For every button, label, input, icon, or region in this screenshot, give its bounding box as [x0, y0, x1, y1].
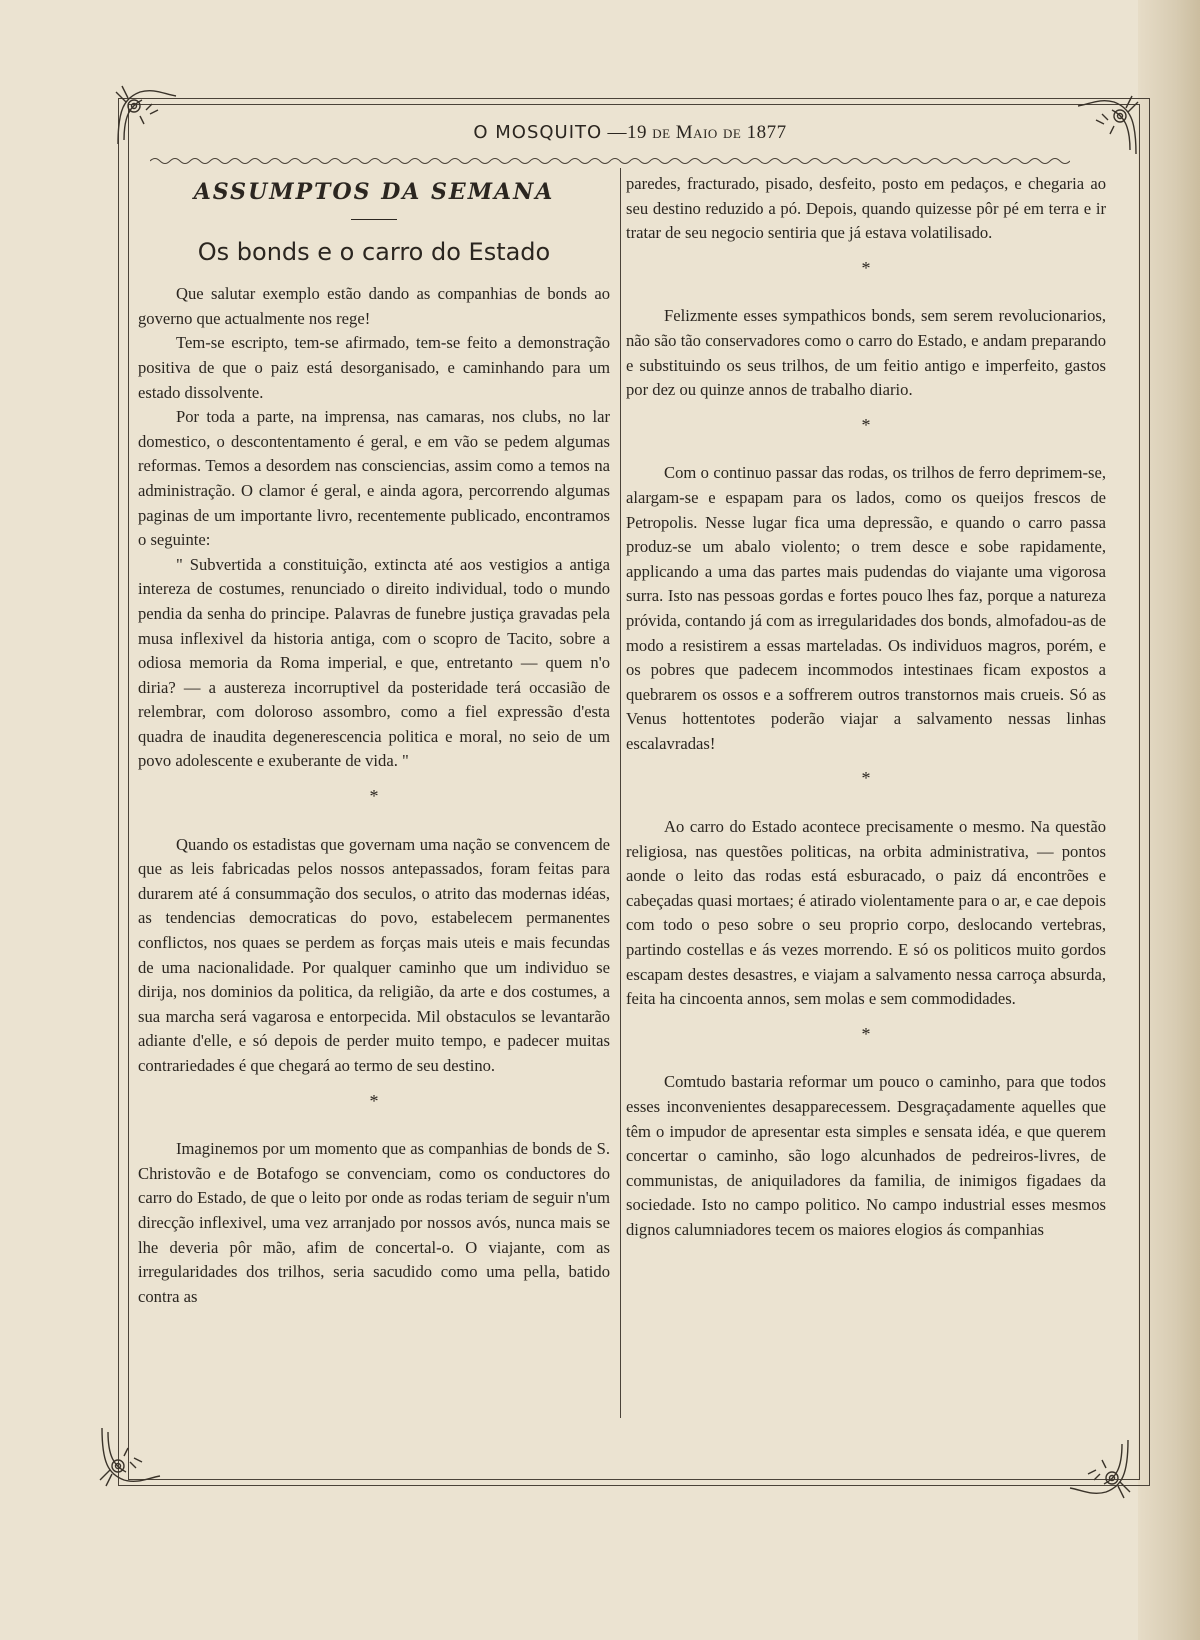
separator-asterisk: * [369, 1090, 379, 1111]
paragraph: Por toda a parte, na imprensa, nas camaras, nos clubs, no lar domestico, o descontentamento é geral, e em vão se pedem algumas reformas. Temos a desordem nas consciencias, assim como a temos na administração. O clamor é geral, e ainda agora, percorrendo algumas paginas de um importante livro, recentemente publicado, encontramos o seguinte: [138, 407, 610, 550]
separator-asterisk: * [861, 414, 871, 435]
paragraph: Felizmente esses sympathicos bonds, sem serem revolucionarios, não são tão conservadores como o carro do Estado, e andam preparando e substituindo os seus trilhos, de um feitio antigo e imperfeito, gastos por dez ou quinze annos de trabalho diario. [626, 306, 1106, 400]
corner-ornament-icon [94, 1420, 166, 1492]
left-column [138, 172, 610, 1309]
paragraph: Que salutar exemplo estão dando as companhias de bonds ao governo que actualmente nos rege! [138, 284, 610, 328]
paragraph: Quando os estadistas que governam uma nação se convencem de que as leis fabricadas pelos nossos antepassados, foram feitas para durarem até á consummação dos seculos, o atrito das modernas idéas, as tendencias democraticas do povo, estabelecem permanentes conflictos, nos quaes se perdem as forças mais uteis e mais fecundas de uma nacionalidade. Por qualquer caminho que um individuo se dirija, nos dominios da politica, da religião, da arte e dos costumes, a sua marcha será vagarosa e entorpecida. Mil obstaculos se levantarão adiante d'elle, e só depois de perder muito tempo, e padecer muitas contrariedades é que chegará ao termo de seu destino. [138, 834, 610, 1075]
section-title: ASSUMPTOS DA SEMANA [193, 179, 555, 205]
right-column [626, 172, 1106, 1243]
paragraph: Imaginemos por um momento que as companhias de bonds de S. Christovão e de Botafogo se convenciam, como os conductores do carro do Estado, de que o leito por onde as rodas teriam de seguir n'um direcção inflexivel, uma vez arranjado por nossos avós, nunca mais se lhe deveria pôr mão, afim de concertal-o. O viajante, com as irregularidades dos trilhos, seria sacudido como uma pella, batido contra as [138, 1139, 610, 1306]
paragraph: Tem-se escripto, tem-se afirmado, tem-se feito a demonstração positiva de que o paiz está desorganisado, e caminhando para um estado dissolvente. [138, 333, 610, 402]
separator-asterisk: * [369, 786, 379, 807]
corner-ornament-icon [1064, 1432, 1136, 1504]
issue-date: 19 de Maio de 1877 [626, 122, 787, 143]
paragraph: Com o continuo passar das rodas, os trilhos de ferro deprimem-se, alargam-se e espapam para os lados, como os queijos frescos de Petropolis. Nesse lugar fica uma depressão, e quando o carro passa produz-se um abalo violento; o trem desce e sobe rapidamente, applicando a uma das partes mais pudendas do viajante uma vigorosa surra. Isto nas pessoas gordas e fortes pouco lhes faz, porque a natureza próvida, contando já com as irregularidades dos bonds, almofadou-as de modo a resistirem a essas marteladas. Os individuos magros, porém, e os pobres que padecem incommodos intestinaes ficam expostos a quebrarem os ossos e a soffrerem outros transtornos mais crueis. Só as Venus hottentotes poderão viajar a salvamento nessas linhas escalavradas! [626, 463, 1106, 753]
header-dash: — [607, 122, 627, 143]
paragraph: Ao carro do Estado acontece precisamente o mesmo. Na questão religiosa, nas questões politicas, na orbita administrativa, — pontos aonde o leito das rodas está esburacado, o paiz dá encontrões e cabeçadas quasi mortaes; é atirado violentamente para o ar, e cae depois com todo o peso sobre o seu proprio corpo, deslocando vertebras, partindo costellas e ás vezes morrendo. E só os politicos muito gordos escapam destes desastres, e viajam a salvamento nessa carroça absurda, feita ha cincoenta annos, sem molas e sem commodidades. [626, 817, 1106, 1009]
separator-asterisk: * [861, 257, 871, 278]
running-header [140, 122, 1120, 152]
wavy-rule [150, 156, 1070, 166]
paragraph: Comtudo bastaria reformar um pouco o caminho, para que todos esses inconvenientes desapparecessem. Desgraçadamente aquelles que têm o impudor de apresentar esta simples e sensata idéa, e que querem concertar o caminho, são logo alcunhados de pedreiros-livres, de communistas, de aniquiladores da familia, de inimigos figadaes da sociedade. Isto no campo politico. No campo industrial esses mesmos dignos calumniadores tecem os maiores elogios ás companhias [626, 1072, 1106, 1239]
paragraph: paredes, fracturado, pisado, desfeito, posto em pedaços, e chegaria ao seu destino reduzido a pó. Depois, quando quizesse pôr pé em terra e ir tratar de seu negocio sentiria que já estava volatilisado. [626, 174, 1106, 243]
quote-paragraph: " Subvertida a constituição, extincta até aos vestigios a antiga intereza de costumes, renunciado o direito individual, todo o mundo pendia da senha do principe. Palavras de funebre justiça gravadas pela musa inflexivel da historia antiga, com o scopro de Tacito, sobre a odiosa memoria da Roma imperial, e que, entretanto — quem n'o diria? — a austereza incorruptivel da posteridade terá occasião de relembrar, com doloroso assombro, como a fiel expressão d'esta quadra de inaudita degenerescencia politica e moral, no seio de um povo adolescente e exuberante de vida. " [138, 554, 610, 771]
article-title: Os bonds e o carro do Estado [197, 237, 551, 266]
separator-asterisk: * [861, 768, 871, 789]
masthead-title: O MOSQUITO [473, 122, 603, 143]
column-divider [620, 168, 621, 1418]
title-rule [351, 219, 397, 220]
separator-asterisk: * [861, 1023, 871, 1044]
